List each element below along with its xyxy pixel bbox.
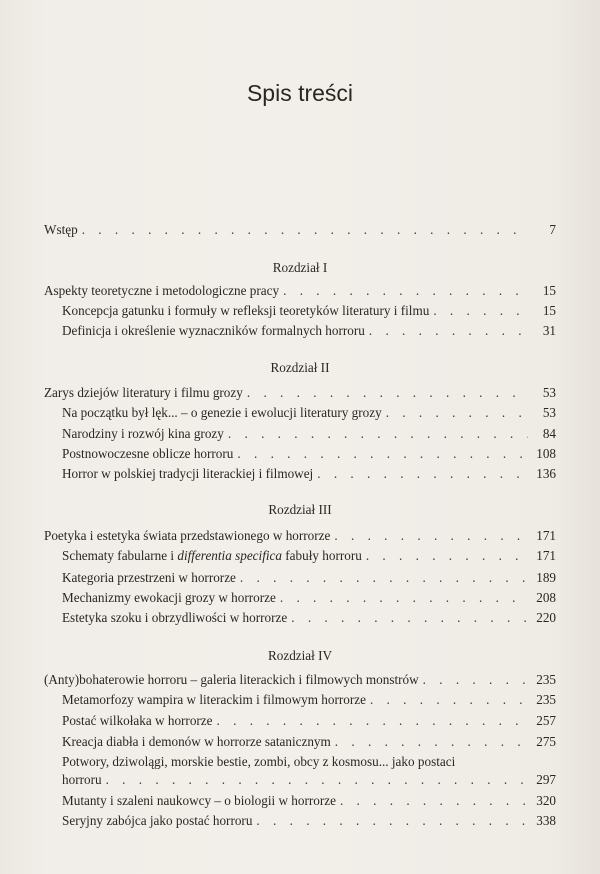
toc-entry-sub [62, 711, 556, 731]
toc-entry-label: Kreacja diabła i demonów w horrorze satanicznym [62, 734, 331, 749]
leader-dots [340, 791, 528, 811]
toc-page-number: 31 [542, 323, 556, 338]
toc-entry-sub [62, 791, 556, 811]
leader-dots [334, 526, 528, 546]
leader-dots [335, 732, 528, 752]
toc-page-number: 320 [536, 793, 556, 808]
toc-entry-label: Narodziny i rozwój kina grozy [62, 426, 224, 441]
toc-page-number: 171 [536, 548, 556, 563]
toc-entry-sub [62, 568, 556, 588]
leader-dots [283, 281, 528, 301]
toc-entry-label: Horror w polskiej tradycji literackiej i filmowej [62, 466, 314, 481]
toc-entry-sub [62, 403, 556, 423]
toc-entry-sub [62, 546, 556, 566]
chapter-heading: Rozdział I [272, 260, 328, 275]
label-italic-part: differentia specifica [177, 548, 282, 563]
chapter-heading: Rozdział II [270, 360, 330, 375]
leader-dots [280, 588, 528, 608]
toc-page-number: 220 [536, 610, 556, 625]
leader-dots [386, 403, 528, 423]
toc-entry-main [44, 383, 556, 403]
leader-dots [256, 811, 528, 831]
toc-entry-label: Mechanizmy ewokacji grozy w horrorze [62, 590, 276, 605]
toc-entry-label: horroru [62, 772, 102, 787]
toc-entry-label: Postać wilkołaka w horrorze [62, 713, 213, 728]
leader-dots [82, 220, 528, 240]
toc-entry-sub [62, 608, 556, 628]
toc-page-number: 257 [536, 713, 556, 728]
toc-entry-sub [62, 444, 556, 464]
toc-entry-label: Mutanty i szaleni naukowcy – o biologii w horrorze [62, 793, 336, 808]
toc-page-number: 208 [536, 590, 556, 605]
toc-page-number: 136 [536, 466, 556, 481]
toc-entry-sub [62, 811, 556, 831]
toc-entry-sub [62, 301, 556, 321]
leader-dots [366, 546, 528, 566]
chapter-heading: Rozdział III [268, 502, 332, 517]
toc-page-number: 53 [542, 385, 556, 400]
toc-entry-main [44, 526, 556, 546]
toc-entry-label [62, 546, 362, 566]
toc-entry-intro [44, 220, 556, 240]
toc-page-number: 171 [536, 528, 556, 543]
toc-page-number: 189 [536, 570, 556, 585]
toc-page-number: 338 [536, 813, 556, 828]
toc-page-number: 235 [536, 692, 556, 707]
leader-dots [228, 424, 528, 444]
toc-entry-label: Koncepcja gatunku i formuły w refleksji teoretyków literatury i filmu [62, 303, 430, 318]
leader-dots [217, 711, 528, 731]
toc-entry-sub [62, 770, 556, 790]
chapter-heading: Rozdział IV [267, 648, 333, 663]
toc-page-number: 275 [536, 734, 556, 749]
toc-entry-sub [62, 588, 556, 608]
leader-dots [370, 690, 528, 710]
toc-page-number: 15 [542, 283, 556, 298]
toc-page-number: 108 [536, 446, 556, 461]
toc-entry-sub [62, 690, 556, 710]
label-part: Schematy fabularne i [62, 548, 178, 563]
toc-page-number: 53 [542, 405, 556, 420]
toc-page-number: 297 [536, 772, 556, 787]
toc-entry-label: Seryjny zabójca jako postać horroru [62, 813, 253, 828]
leader-dots [291, 608, 528, 628]
leader-dots [106, 770, 528, 790]
toc-entry-label: Kategoria przestrzeni w horrorze [62, 570, 236, 585]
leader-dots [240, 568, 528, 588]
toc-entry-label: Poetyka i estetyka świata przedstawionego w horrorze [44, 528, 331, 543]
toc-entry-main [44, 281, 556, 301]
toc-page-number: 7 [549, 222, 556, 237]
leader-dots [423, 670, 528, 690]
toc-page-number: 235 [536, 672, 556, 687]
toc-entry-label: Wstęp [44, 222, 78, 237]
toc-entry-label: Aspekty teoretyczne i metodologiczne pracy [44, 283, 280, 298]
toc-entry-label: Estetyka szoku i obrzydliwości w horrorze [62, 610, 288, 625]
toc-page-number: 15 [542, 303, 556, 318]
toc-entry-sub [62, 464, 556, 484]
leader-dots [247, 383, 528, 403]
toc-entry-sub [62, 424, 556, 444]
toc-entry-label: Na początku był lęk... – o genezie i ewolucji literatury grozy [62, 405, 382, 420]
leader-dots [433, 301, 528, 321]
toc-entry-sub [62, 732, 556, 752]
toc-page-number: 84 [542, 426, 556, 441]
toc-entry-main [44, 670, 556, 690]
toc-entry-label: Zarys dziejów literatury i filmu grozy [44, 385, 243, 400]
leader-dots [369, 321, 528, 341]
toc-entry-sub-line1: Potwory, dziwolągi, morskie bestie, zombi, obcy z kosmosu... jako postaci [62, 754, 456, 769]
toc-entry-label: Postnowoczesne oblicze horroru [62, 446, 234, 461]
toc-entry-label: Definicja i określenie wyznaczników formalnych horroru [62, 323, 365, 338]
toc-entry-label: Metamorfozy wampira w literackim i filmowym horrorze [62, 692, 366, 707]
page-title: Spis treści [246, 80, 354, 106]
toc-entry-label: (Anty)bohaterowie horroru – galeria literackich i filmowych monstrów [44, 672, 419, 687]
leader-dots [317, 464, 528, 484]
toc-entry-sub [62, 321, 556, 341]
leader-dots [237, 444, 528, 464]
label-part: fabuły horroru [281, 548, 362, 563]
